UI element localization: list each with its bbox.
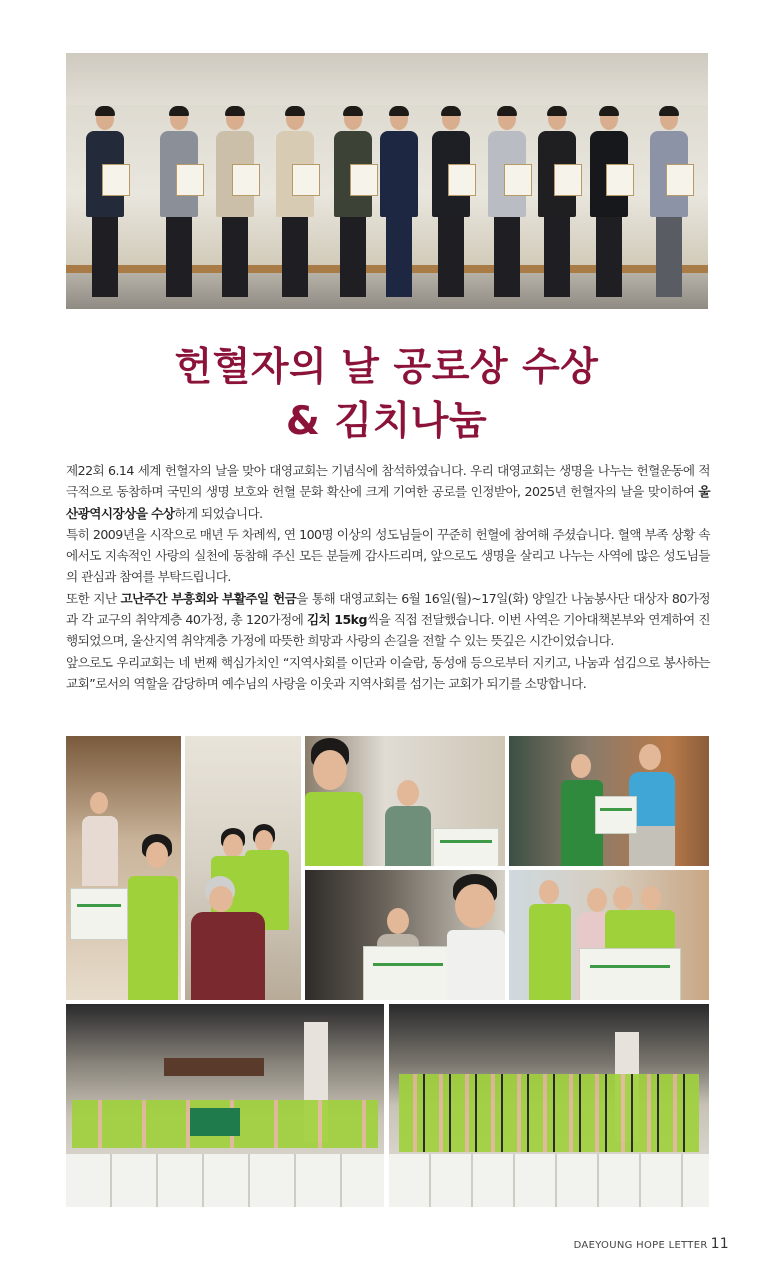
publication-name: DAEYOUNG HOPE LETTER	[573, 1240, 708, 1251]
kimchi-delivery-photo-2	[185, 736, 301, 1000]
paragraph-2: 특히 2009년을 시작으로 매년 두 차례씩, 연 100명 이상의 성도님들이 꾸준히 헌혈에 참여해 주셨습니다. 혈액 부족 상황 속에서도 지속적인 사랑의 실천에 동참해 주신 모든 분들께 감사드리며, 앞으로도 생명을 살리고 나누는 사역에 많은 성도님들의 관심과 참여를 부탁드립니다.	[66, 526, 710, 585]
page-number: 11	[710, 1236, 729, 1252]
kimchi-delivery-photo-3	[305, 736, 505, 866]
paragraph-4: 앞으로도 우리교회는 네 번째 핵심가치인 “지역사회를 이단과 이슬람, 동성애 등으로부터 지키고, 나눔과 섬김으로 봉사하는 교회”로서의 역할을 감당하며 예수님의 사랑을 이웃과 지역사회를 섬기는 교회가 되기를 소망합니다.	[66, 654, 710, 691]
volunteers-group-photo-1	[66, 1004, 384, 1207]
paragraph-1: 제22회 6.14 세계 헌혈자의 날을 맞아 대영교회는 기념식에 참석하였습니다. 우리 대영교회는 생명을 나누는 헌혈운동에 적극적으로 동참하며 국민의 생명 보호와 헌혈 문화 확산에 크게 기여한 공로를 인정받아, 2025년 헌혈자의 날을 맞이하여 울산광역시장상을 수상하게 되었습니다.	[66, 463, 710, 521]
article-title-line-2: & 김치나눔	[285, 399, 488, 444]
kimchi-delivery-photo-1	[66, 736, 181, 1000]
paragraph-3: 또한 지난 고난주간 부흥회와 부활주일 헌금을 통해 대영교회는 6월 16일(월)~17일(화) 양일간 나눔봉사단 대상자 80가정과 각 교구의 취약계층 40가정, 총 120가정에 김치 15kg씩을 직접 전달했습니다. 이번 사역은 기아대책본부와 연계하여 진행되었으며, 울산지역 취약계층 가정에 따뜻한 희망과 사랑의 손길을 전할 수 있는 뜻깊은 시간이었습니다.	[66, 590, 711, 649]
page-footer	[574, 1236, 729, 1252]
volunteers-group-photo-2	[389, 1004, 709, 1207]
award-ceremony-photo	[66, 53, 708, 309]
kimchi-delivery-photo-6	[509, 870, 709, 1000]
article-body	[66, 460, 710, 694]
kimchi-delivery-photo-4	[509, 736, 709, 866]
article-title-line-1: 헌혈자의 날 공로상 수상	[174, 345, 599, 390]
kimchi-delivery-photo-5	[305, 870, 505, 1000]
